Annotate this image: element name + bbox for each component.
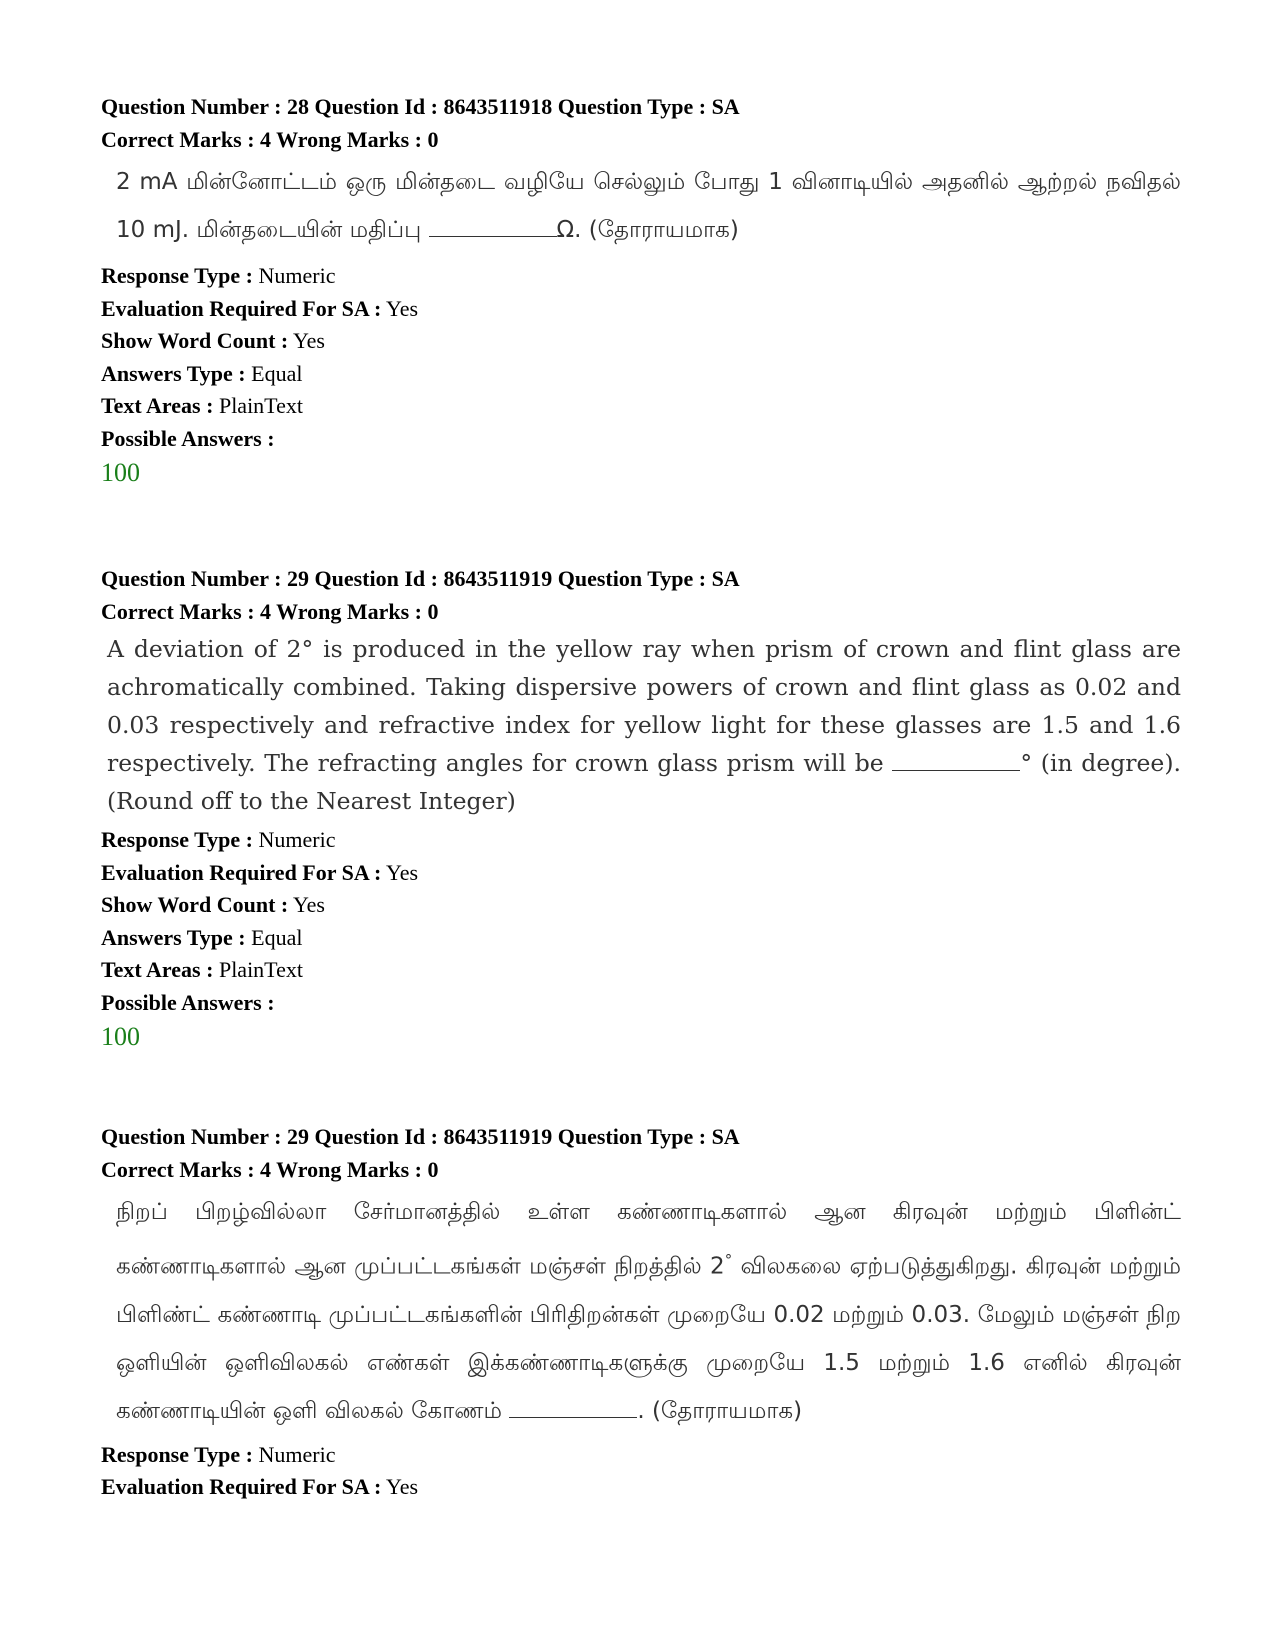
possible-answer: 100 (101, 1022, 140, 1051)
marks-line: Correct Marks : 4 Wrong Marks : 0 (101, 1157, 439, 1182)
question-text-part: . (தோராயமாக) (637, 1397, 803, 1424)
meta-row: Answers Type : Equal (101, 924, 303, 950)
question-meta (101, 824, 1181, 1019)
question-text (101, 1188, 1181, 1435)
question-text-part: 2 mA மின்னோட்டம் ஒரு மின்தடை வழியே செல்லும் போது 1 வினாடியில் அதனில் ஆற்றல் நவிதல் 10 mJ. மின்தடையின் மதிப்பு (116, 169, 1181, 243)
meta-row: Evaluation Required For SA : Yes (101, 295, 419, 321)
possible-answer: 100 (101, 458, 140, 487)
question-meta (101, 260, 1181, 455)
meta-row: Text Areas : PlainText (101, 393, 303, 418)
question-header: Question Number : 29 Question Id : 8643511919 Question Type : SA (101, 566, 740, 591)
meta-row: Show Word Count : Yes (101, 892, 325, 917)
question-text-part: நிறப் பிறழ்வில்லா சேர்மானத்தில் உள்ள கண்ணாடிகளால் ஆன கிரவுன் மற்றும் பிளின்ட் கண்ணாடிகளால் ஆன முப்பட்டகங்கள் மஞ்சள் நிறத்தில் 2 (116, 1199, 1181, 1280)
answer-blank (892, 749, 1020, 771)
meta-row: Response Type : Numeric (101, 1441, 336, 1467)
meta-row: Text Areas : PlainText (101, 957, 303, 982)
meta-row: Evaluation Required For SA : Yes (101, 1474, 419, 1500)
question-text (101, 158, 1181, 254)
question-header: Question Number : 29 Question Id : 8643511919 Question Type : SA (101, 1124, 740, 1149)
meta-row: Possible Answers : (101, 989, 275, 1015)
question-block-29-english (101, 562, 1181, 1055)
question-text (101, 630, 1181, 820)
meta-row: Evaluation Required For SA : Yes (101, 859, 419, 885)
degree-sign: ° (724, 1251, 733, 1269)
marks-line: Correct Marks : 4 Wrong Marks : 0 (101, 127, 439, 152)
meta-row: Answers Type : Equal (101, 360, 303, 386)
question-text-part: ° (in degree). (Round off to the Nearest Integer) (107, 749, 1181, 815)
answer-blank (429, 215, 557, 237)
meta-row: Response Type : Numeric (101, 827, 336, 852)
question-text-part: விலகலை ஏற்படுத்துகிறது. கிரவுன் மற்றும் பிளிண்ட் கண்ணாடி முப்பட்டகங்களின் பிரிதிறன்கள் முறையே 0.02 மற்றும் 0.03. மேலும் மஞ்சள் நிற ஒளியின் ஒளிவிலகல் எண்கள் இக்கண்ணாடிகளுக்கு முறையே 1.5 மற்றும் 1.6 எனில் கிரவுன் கண்ணாடியின் ஒளி விலகல் கோணம் (116, 1253, 1181, 1424)
question-block-28 (101, 90, 1181, 491)
answer-blank (509, 1396, 637, 1418)
question-text-part: A deviation of 2° is produced in the yellow ray when prism of crown and flint glass are achromatically combined. Taking dispersive powers of crown and flint glass as 0.02 and 0.03 respectively and refractive index for yellow light for these glasses are 1.5 and 1.6 respectively. The refracting angles for crown glass prism will be (107, 635, 1181, 777)
meta-row: Response Type : Numeric (101, 263, 336, 288)
question-meta (101, 1439, 1181, 1504)
question-block-29-tamil (101, 1120, 1181, 1504)
meta-row: Possible Answers : (101, 425, 275, 451)
meta-row: Show Word Count : Yes (101, 328, 325, 353)
marks-line: Correct Marks : 4 Wrong Marks : 0 (101, 599, 439, 624)
question-text-part: Ω. (தோராயமாக) (556, 217, 739, 243)
question-header: Question Number : 28 Question Id : 8643511918 Question Type : SA (101, 94, 740, 119)
